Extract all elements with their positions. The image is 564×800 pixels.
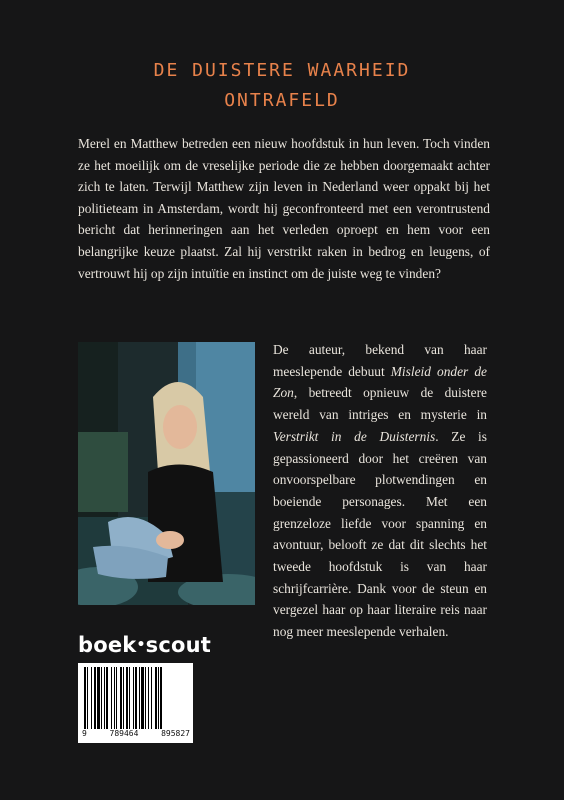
- publisher-logo: [78, 633, 211, 657]
- barcode-bars: [84, 667, 187, 729]
- isbn-group-2: 895827: [161, 729, 190, 738]
- isbn-first-digit: 9: [82, 729, 87, 738]
- bio-book-title-1: Misleid onder de Zon: [273, 363, 487, 401]
- publisher-logo-dot: •: [136, 637, 146, 653]
- bio-book-title-2: Verstrikt in de Duisternis: [273, 428, 436, 444]
- isbn-group-1: 789464: [109, 729, 139, 738]
- author-photo: [78, 342, 255, 605]
- title-line-2: ONTRAFELD: [224, 90, 340, 111]
- synopsis-paragraph: Merel en Matthew betreden een nieuw hoofdstuk in hun leven. Toch vinden ze het moeilijk om de vreselijke periode die ze hebben doorgemaakt achter zich te laten. Terwijl Matthew zijn leven in Nederland weer oppakt bij het politieteam in Amsterdam, wordt hij geconfronteerd met een verontrustend bericht dat herinneringen aan het verleden oproept en hem voor een belangrijke keuze plaatst. Zal hij verstrikt raken in bedrog en leugens, of vertrouwt hij op zijn intuïtie en instinct om de juiste weg te vinden?: [78, 136, 490, 281]
- bio-text-2: , betreedt opnieuw de duistere wereld van intriges en mysterie in: [273, 385, 487, 423]
- bio-text-1: De auteur, bekend van haar meeslepende debuut: [273, 342, 487, 379]
- publisher-logo-left: boek: [78, 633, 137, 657]
- author-bio: [273, 339, 487, 643]
- isbn-number: [82, 729, 190, 738]
- publisher-logo-right: scout: [145, 633, 211, 657]
- bio-text-3: . Ze is gepassioneerd door het creëren van onvoorspelbare plotwendingen en boeiende personages. Met een grenzeloze liefde voor spanning en avontuur, belooft ze dat dit slechts het tweede hoofdstuk is van haar schrijfcarrière. Dank voor de steun en vergezel haar op haar literaire reis naar nog meer meeslepende verhalen.: [273, 428, 487, 640]
- isbn-barcode: [78, 663, 193, 743]
- title-line-1: DE DUISTERE WAARHEID: [153, 60, 411, 81]
- back-cover-title: [0, 56, 564, 116]
